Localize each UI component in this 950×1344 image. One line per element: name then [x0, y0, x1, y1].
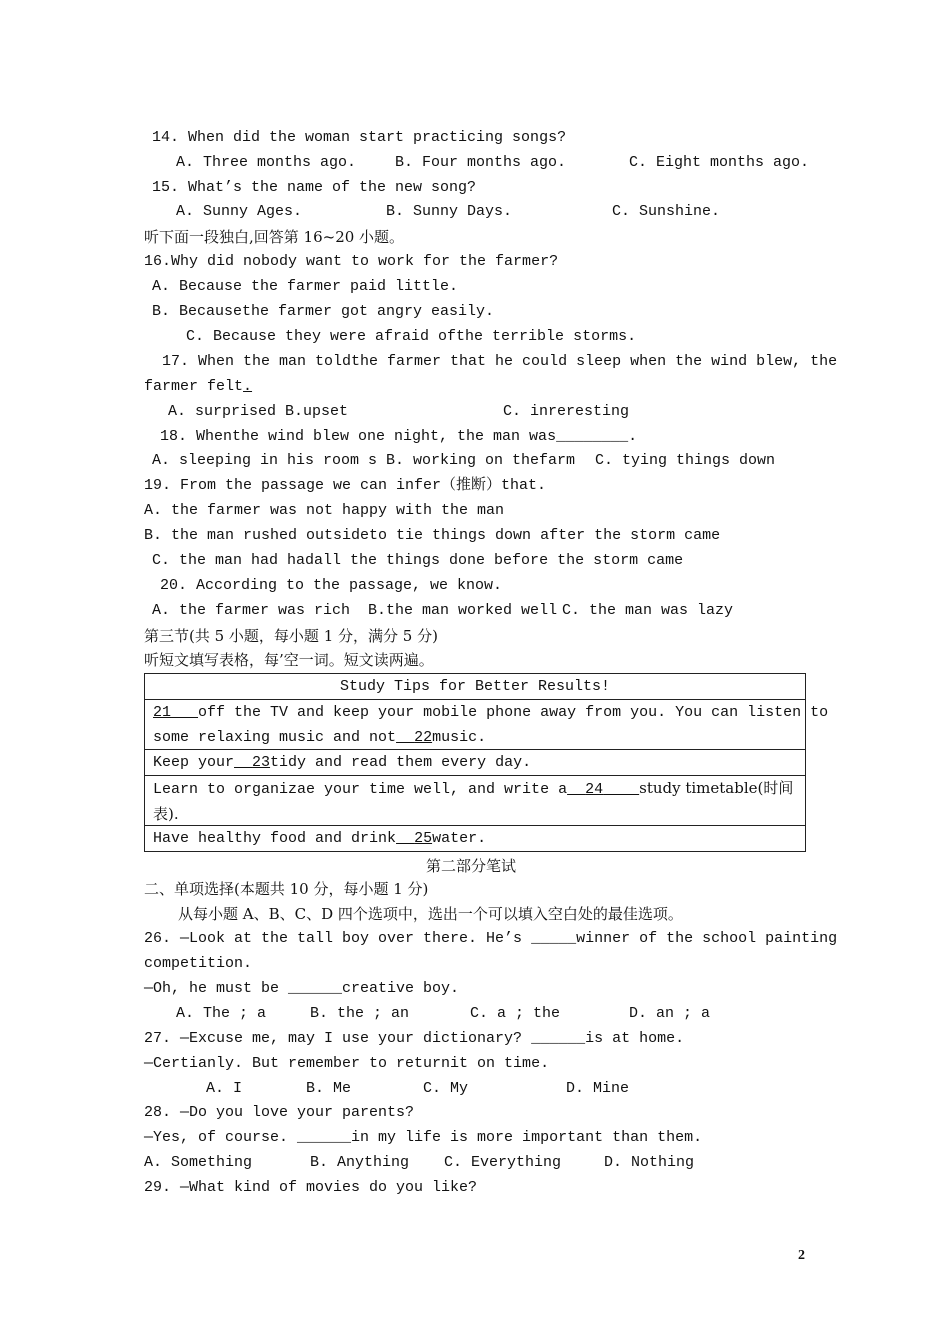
q26-option-c: C. a ; the: [470, 1005, 561, 1022]
q16-option-c: C. Because they were afraid ofthe terrible storms.: [186, 328, 637, 345]
q15-option-b: B. Sunny Days.: [386, 203, 513, 220]
question-28-reply: —Yes, of course. ______in my life is more important than them.: [144, 1129, 703, 1146]
q19-option-c: C. the man had hadall the things done before the storm came: [152, 552, 684, 569]
q19-option-b: B. the man rushed outsideto tie things down after the storm came: [144, 527, 721, 544]
question-28: 28. —Do you love your parents?: [144, 1104, 415, 1121]
part-2-heading: 第二部分笔试: [426, 857, 517, 875]
q16-option-a: A. Because the farmer paid little.: [152, 278, 459, 295]
q14-option-b: B. Four months ago.: [395, 154, 567, 171]
section-2-heading: 二、单项选择(本题共 10 分，每小题 1 分): [144, 880, 429, 898]
q26-option-a: A. The ; a: [176, 1005, 267, 1022]
section-2-instruction: 从每小题 A、B、C、D 四个选项中，选出一个可以填入空白处的最佳选项。: [178, 905, 683, 923]
table-row: Keep your 23tidy and read them every day.: [145, 749, 805, 775]
question-17: 17. When the man toldthe farmer that he could sleep when the wind blew, the: [162, 353, 838, 370]
table-row: Have healthy food and drink 25water.: [145, 825, 805, 851]
q28-option-a: A. Something: [144, 1154, 253, 1171]
q26-option-d: D. an ; a: [629, 1005, 711, 1022]
blank-25: 25: [414, 830, 433, 847]
monologue-instruction: 听下面一段独白,回答第 16~20 小题。: [144, 228, 405, 246]
question-26-continued: competition.: [144, 955, 253, 972]
q27-option-a: A. I: [206, 1080, 243, 1097]
q14-option-c: C. Eight months ago.: [629, 154, 810, 171]
q15-option-c: C. Sunshine.: [612, 203, 721, 220]
question-19: 19. From the passage we can infer（推断）that.: [144, 477, 547, 494]
q28-option-d: D. Nothing: [604, 1154, 695, 1171]
question-18: 18. Whenthe wind blew one night, the man was________.: [160, 428, 638, 445]
question-15: 15. What’s the name of the new song?: [152, 179, 477, 196]
table-row: Learn to organizae your time well, and write a 24 study timetable(时间 表).: [145, 775, 805, 825]
q16-option-b: B. Becausethe farmer got angry easily.: [152, 303, 495, 320]
blank-21: 21: [153, 704, 172, 721]
blank-22: 22: [414, 729, 433, 746]
table-title: Study Tips for Better Results!: [339, 678, 611, 695]
blank-24: 24: [585, 781, 604, 798]
q14-option-a: A. Three months ago.: [176, 154, 357, 171]
q18-option-a: A. sleeping in his room s: [152, 452, 378, 469]
question-27: 27. —Excuse me, may I use your dictionary? ______is at home.: [144, 1030, 685, 1047]
question-26-reply: —Oh, he must be ______creative boy.: [144, 980, 460, 997]
q15-option-a: A. Sunny Ages.: [176, 203, 303, 220]
q27-option-c: C. My: [423, 1080, 469, 1097]
q28-option-b: B. Anything: [310, 1154, 410, 1171]
q17-option-ab: A. surprised B.upset: [168, 403, 349, 420]
section-3-heading: 第三节(共 5 小题，每小题 1 分，满分 5 分): [144, 627, 438, 645]
table-title-row: [145, 674, 805, 699]
q28-option-c: C. Everything: [444, 1154, 562, 1171]
question-26: 26. —Look at the tall boy over there. He’s _____winner of the school painting: [144, 930, 838, 947]
question-29: 29. —What kind of movies do you like?: [144, 1179, 478, 1196]
question-16: 16.Why did nobody want to work for the farmer?: [144, 253, 559, 270]
q27-option-d: D. Mine: [566, 1080, 630, 1097]
study-tips-table: [144, 673, 829, 852]
question-27-reply: —Certianly. But remember to returnit on time.: [144, 1055, 550, 1072]
q26-option-b: B. the ; an: [310, 1005, 410, 1022]
q17-option-c: C. inreresting: [503, 403, 630, 420]
question-14: 14. When did the woman start practicing songs?: [152, 129, 567, 146]
q20-option-c: C. the man was lazy: [562, 602, 734, 619]
table-row: 21 off the TV and keep your mobile phone away from you. You can listen to some relaxing music and not 22music.: [145, 699, 805, 749]
q20-option-ab: A. the farmer was rich B.the man worked well: [152, 602, 558, 619]
section-3-instruction: 听短文填写表格，每’空一词。短文读两遍。: [144, 651, 434, 669]
q19-option-a: A. the farmer was not happy with the man: [144, 502, 505, 519]
q18-option-b: B. working on thefarm: [386, 452, 576, 469]
question-20: 20. According to the passage, we know.: [160, 577, 503, 594]
page-number: 2: [798, 1248, 805, 1263]
q27-option-b: B. Me: [306, 1080, 352, 1097]
blank-23: 23: [252, 754, 271, 771]
question-17-continued: farmer felt.: [144, 378, 253, 395]
q18-option-c: C. tying things down: [595, 452, 776, 469]
